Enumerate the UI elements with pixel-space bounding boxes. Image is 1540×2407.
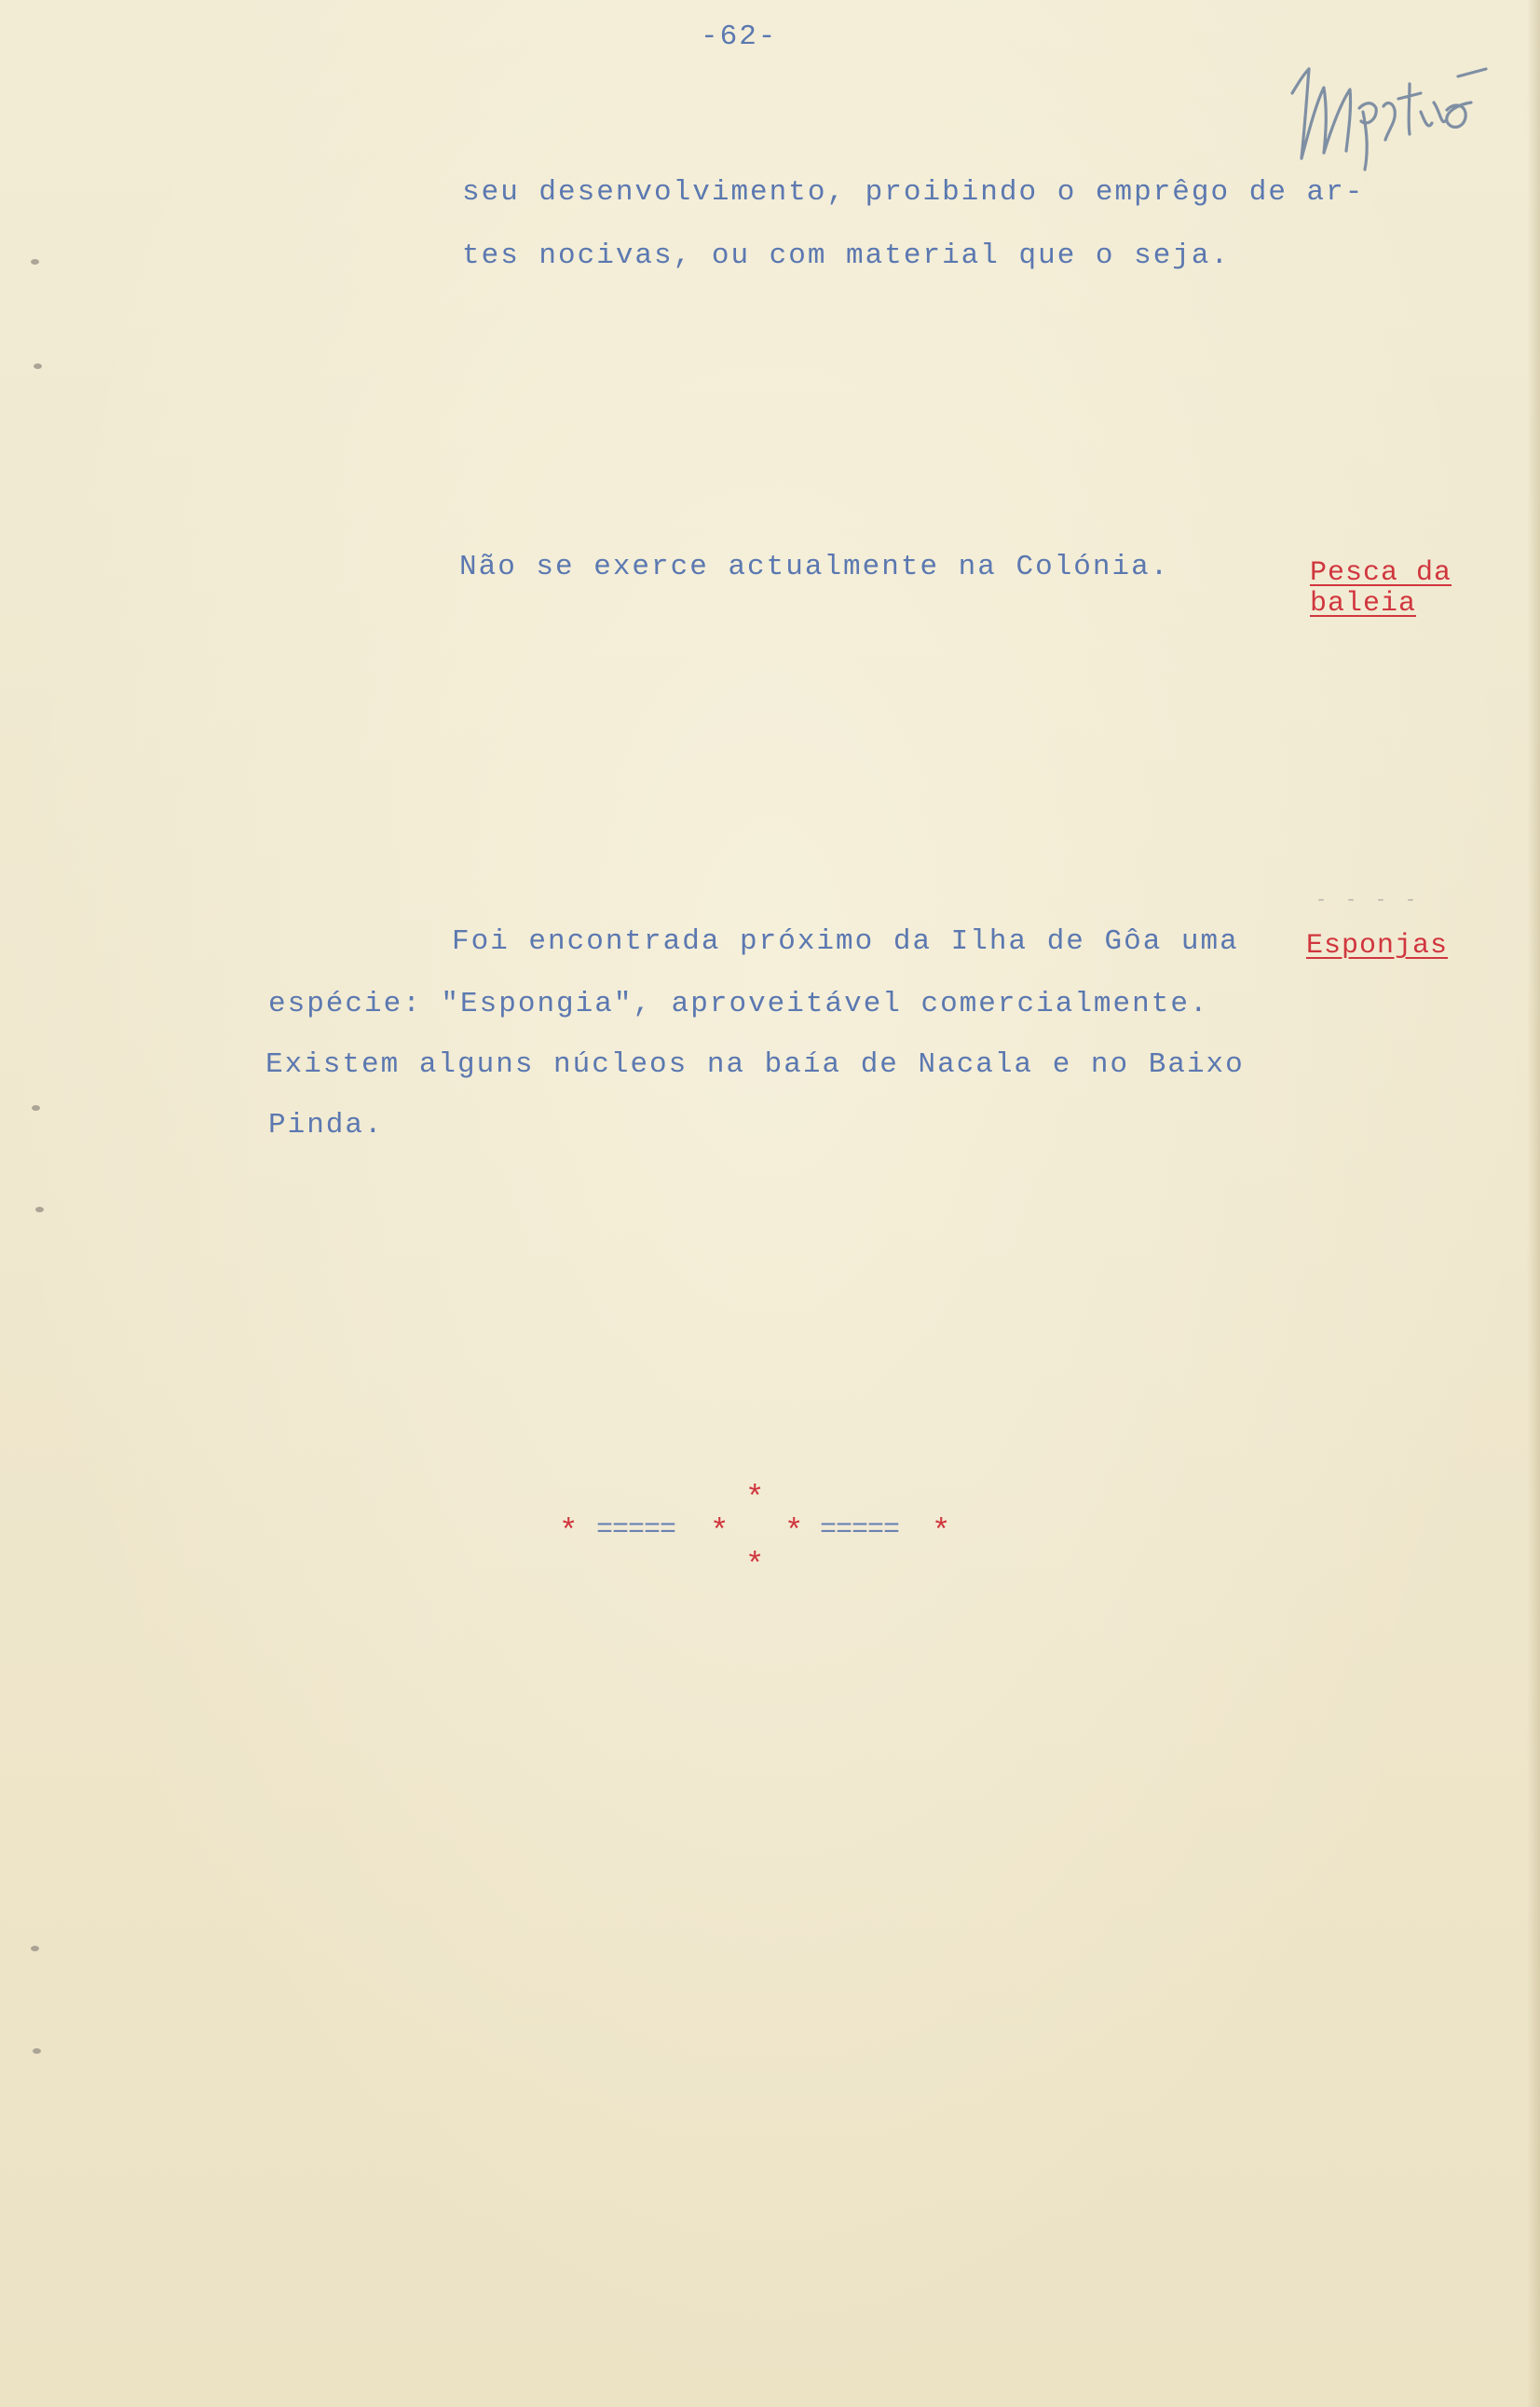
- punch-mark: [35, 1207, 44, 1212]
- punch-mark: [31, 1946, 39, 1951]
- punch-mark: [33, 2048, 41, 2054]
- ornament-star: *: [559, 1515, 579, 1551]
- body-line: Pinda.: [268, 1109, 384, 1142]
- ornament-star: *: [745, 1482, 765, 1517]
- punch-mark: [34, 363, 42, 369]
- punch-mark: [32, 1105, 40, 1111]
- paper-edge: [1527, 0, 1540, 2407]
- body-line: Não se exerce actualmente na Colónia.: [459, 551, 1170, 583]
- ornament-star: *: [710, 1515, 729, 1551]
- handwritten-signature: [1281, 56, 1495, 177]
- margin-note-sponges: Esponjas: [1306, 930, 1449, 962]
- body-line: espécie: "Espongia", aproveitável comercialmente.: [268, 988, 1209, 1020]
- ornament-rule: =====: [596, 1514, 676, 1546]
- page-number: -62-: [701, 21, 778, 53]
- body-line: Foi encontrada próximo da Ilha de Gôa uma: [452, 925, 1239, 958]
- margin-note-whaling-line1: Pesca da: [1310, 557, 1452, 589]
- ornament-star: *: [784, 1515, 804, 1551]
- body-line: seu desenvolvimento, proibindo o emprêgo de ar-: [462, 176, 1365, 209]
- ornament-rule: =====: [820, 1514, 900, 1546]
- ornament-star: *: [932, 1515, 951, 1551]
- punch-mark: [31, 259, 39, 265]
- body-line: tes nocivas, ou com material que o seja.: [462, 239, 1231, 272]
- ornament-star: *: [745, 1549, 765, 1584]
- body-line: Existem alguns núcleos na baía de Nacala e no Baixo: [266, 1048, 1245, 1081]
- margin-note-whaling-line2: baleia: [1310, 588, 1417, 620]
- faint-dash-mark: - - - -: [1315, 890, 1421, 911]
